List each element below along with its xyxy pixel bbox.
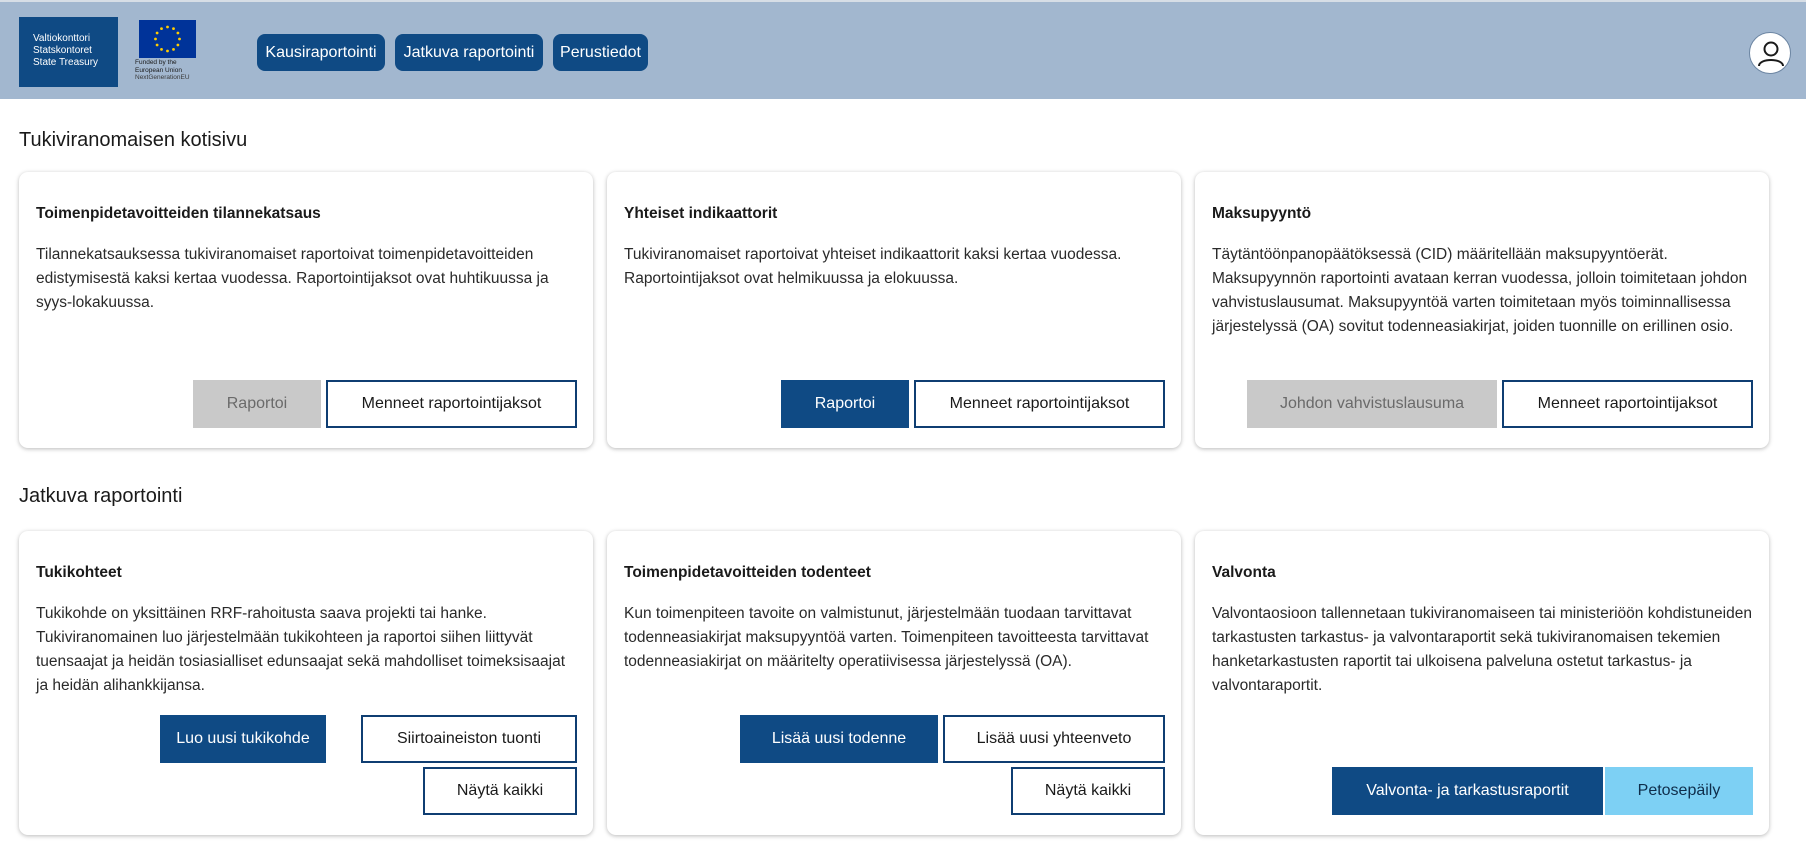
section-title-home: Tukiviranomaisen kotisivu bbox=[19, 129, 248, 151]
card-title: Maksupyyntö bbox=[1212, 205, 1312, 222]
logo-line-2: Statskontoret bbox=[33, 45, 92, 56]
top-header bbox=[0, 0, 1806, 99]
management-statement-button-disabled[interactable]: Johdon vahvistuslausuma bbox=[1247, 380, 1497, 428]
import-data-button[interactable]: Siirtoaineiston tuonti bbox=[361, 715, 577, 763]
create-target-button[interactable]: Luo uusi tukikohde bbox=[160, 715, 326, 763]
eu-line-1: Funded by the bbox=[135, 59, 177, 66]
card-description: Täytäntöönpanopäätöksessä (CID) määritellään maksupyyntöerät. Maksupyynnön raportointi avataan kerran vuodessa, jolloin toimitetaan johdon vahvistuslausumat. Maksupyyntöä varten toimitetaan myös toiminnallisessa järjestelyssä (OA) sovitut todenneasiakirjat, joiden tuonnille on erillinen osio. bbox=[1212, 246, 1748, 335]
nav-jatkuva-raportointi[interactable]: Jatkuva raportointi bbox=[395, 34, 543, 71]
add-summary-button[interactable]: Lisää uusi yhteenveto bbox=[943, 715, 1165, 763]
eu-funding-logo bbox=[135, 19, 215, 89]
card-description: Tukikohde on yksittäinen RRF-rahoitusta saava projekti tai hanke. Tukiviranomainen luo järjestelmään tukikohteen ja raportoi siihen liittyvät tuensaajat ja heidän tosiasialliset edunsaajat sekä mahdolliset toimeksisaajat ja heidän alihankkijansa. bbox=[36, 605, 566, 694]
card-title: Toimenpidetavoitteiden tilannekatsaus bbox=[36, 205, 321, 222]
section-title-continuous: Jatkuva raportointi bbox=[19, 485, 183, 507]
state-treasury-logo[interactable] bbox=[19, 17, 118, 87]
report-button[interactable]: Raportoi bbox=[781, 380, 909, 428]
user-avatar-icon[interactable] bbox=[1749, 32, 1791, 74]
card-description: Valvontaosioon tallennetaan tukiviranomaiseen tai ministeriöön kohdistuneiden tarkastusten tarkastus- ja valvontaraportit sekä tukiviranomaisen tekemien hanketarkastusten raportit tai ulkoisena palveluna ostetut tarkastus- ja valvontaraportit. bbox=[1212, 605, 1752, 694]
card-description: Tilannekatsauksessa tukiviranomaiset raportoivat toimenpidetavoitteiden edistymisestä kaksi kertaa vuodessa. Raportointijaksot ovat huhtikuussa ja syys-lokakuussa. bbox=[36, 246, 549, 311]
eu-funding-text bbox=[135, 59, 190, 82]
card-support-targets bbox=[19, 531, 593, 835]
card-description: Tukiviranomaiset raportoivat yhteiset indikaattorit kaksi kertaa vuodessa. Raportointijaksot ovat helmikuussa ja elokuussa. bbox=[624, 246, 1122, 287]
card-monitoring bbox=[1195, 531, 1769, 835]
eu-line-3: NextGenerationEU bbox=[135, 74, 190, 81]
inspection-reports-button[interactable]: Valvonta- ja tarkastusraportit bbox=[1332, 767, 1603, 815]
eu-flag-icon bbox=[139, 20, 196, 58]
nav-kausiraportointi[interactable]: Kausiraportointi bbox=[257, 34, 385, 71]
card-target-evidence bbox=[607, 531, 1181, 835]
nav-perustiedot[interactable]: Perustiedot bbox=[553, 34, 648, 71]
fraud-suspicion-button[interactable]: Petosepäily bbox=[1605, 767, 1753, 815]
card-status-overview bbox=[19, 172, 593, 448]
eu-line-2: European Union bbox=[135, 66, 182, 74]
logo-line-3: State Treasury bbox=[33, 57, 99, 68]
card-description: Kun toimenpiteen tavoite on valmistunut, järjestelmään tuodaan tarvittavat todenneasiakirjat maksupyyntöä varten. Toimenpiteen tavoitteesta tarvittavat todenneasiakirjat on määritelty operatiivisessa järjestelyssä (OA). bbox=[624, 605, 1149, 670]
past-periods-button[interactable]: Menneet raportointijaksot bbox=[1502, 380, 1753, 428]
past-periods-button[interactable]: Menneet raportointijaksot bbox=[914, 380, 1165, 428]
past-periods-button[interactable]: Menneet raportointijaksot bbox=[326, 380, 577, 428]
card-title: Valvonta bbox=[1212, 564, 1276, 581]
card-payment-request bbox=[1195, 172, 1769, 448]
card-title: Toimenpidetavoitteiden todenteet bbox=[624, 564, 871, 581]
show-all-button[interactable]: Näytä kaikki bbox=[1011, 767, 1165, 815]
card-title: Tukikohteet bbox=[36, 564, 122, 581]
show-all-button[interactable]: Näytä kaikki bbox=[423, 767, 577, 815]
add-evidence-button[interactable]: Lisää uusi todenne bbox=[740, 715, 938, 763]
card-title: Yhteiset indikaattorit bbox=[624, 205, 778, 222]
card-common-indicators bbox=[607, 172, 1181, 448]
logo-line-1: Valtiokonttori bbox=[33, 33, 91, 44]
report-button-disabled[interactable]: Raportoi bbox=[193, 380, 321, 428]
